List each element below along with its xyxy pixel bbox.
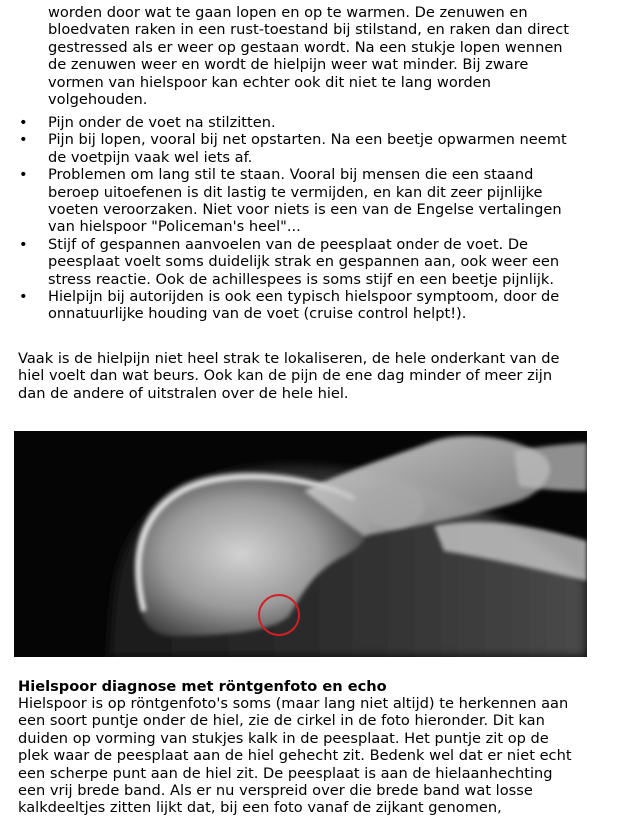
text-line: een soort puntje onder de hiel, zie de cirkel in de foto hieronder. Dit kan xyxy=(18,712,545,730)
list-item xyxy=(0,236,624,288)
list-item xyxy=(0,131,624,166)
bullet-icon: • xyxy=(19,114,28,131)
text-line: een scherpe punt aan de hiel zit. De peesplaat is aan de hielaanhechting xyxy=(18,764,553,782)
text-line: beroep uitoefenen is dit lastig te vermijden, en kan dit zeer pijnlijke xyxy=(48,183,543,201)
text-line: de voetpijn vaak wel iets af. xyxy=(48,148,253,166)
text-line: dan de andere of uitstralen over de hele hiel. xyxy=(18,384,349,402)
bullet-icon: • xyxy=(19,287,28,305)
text-line: Hielspoor is op röntgenfoto's soms (maar lang niet altijd) te herkennen aan xyxy=(18,695,569,712)
heel-xray-image xyxy=(14,431,587,657)
paragraph xyxy=(18,350,624,402)
text-line: de zenuwen weer en wordt de hielpijn weer wat minder. Bij zware xyxy=(48,56,529,74)
text-line: peesplaat voelt soms duidelijk strak en gespannen aan, ook weer een xyxy=(48,253,560,271)
text-line: onnatuurlijke houding van de voet (cruise control helpt!). xyxy=(48,305,467,323)
text-line: Stijf of gespannen aanvoelen van de peesplaat onder de voet. De xyxy=(48,235,529,253)
lead-paragraph xyxy=(48,4,608,108)
text-line: duiden op vorming van stukjes kalk in de peesplaat. Het puntje zit op de xyxy=(18,729,549,747)
text-line: Problemen om lang stil te staan. Vooral bij mensen die een staand xyxy=(48,166,534,184)
bullet-icon: • xyxy=(19,131,28,149)
paragraph xyxy=(18,695,624,817)
text-line: hiel voelt dan wat beurs. Ook kan de pijn de ene dag minder of meer zijn xyxy=(18,367,553,385)
text-line: Pijn bij lopen, vooral bij net opstarten. Na een beetje opwarmen neemt xyxy=(48,131,567,149)
text-line: Pijn onder de voet na stilzitten. xyxy=(48,114,276,131)
bullet-icon: • xyxy=(19,166,28,184)
text-line: een vrij brede band. Als er nu verspreid over die brede band wat losse xyxy=(18,781,533,799)
symptom-list xyxy=(0,114,624,323)
list-item xyxy=(0,288,624,323)
text-line: worden door wat te gaan lopen en op te warmen. De zenuwen en xyxy=(48,4,528,21)
text-line: kalkdeeltjes zitten lijkt dat, bij een foto vanaf de zijkant genomen, xyxy=(18,799,502,817)
list-item xyxy=(0,114,624,131)
bullet-icon: • xyxy=(19,235,28,253)
list-item xyxy=(0,166,624,236)
text-line: vormen van hielspoor kan echter ook dit niet te lang worden xyxy=(48,73,492,91)
text-line: Vaak is de hielpijn niet heel strak te lokaliseren, de hele onderkant van de xyxy=(18,350,560,367)
section-heading: Hielspoor diagnose met röntgenfoto en echo xyxy=(18,678,387,695)
text-line: bloedvaten raken in een rust-toestand bij stilstand, en raken dan direct xyxy=(48,21,570,39)
text-line: stress reactie. Ook de achillespees is soms stijf en een beetje pijnlijk. xyxy=(48,270,554,288)
text-line: gestressed als er weer op gestaan wordt. Na een stukje lopen wennen xyxy=(48,38,563,56)
text-line: voeten veroorzaken. Niet voor niets is een van de Engelse vertalingen xyxy=(48,200,562,218)
text-line: volgehouden. xyxy=(48,90,148,108)
text-line: van hielspoor "Policeman's heel"... xyxy=(48,218,301,236)
text-line: plek waar de peesplaat aan de hiel gehecht zit. Bedenk wel dat er niet echt xyxy=(18,747,572,765)
text-line: Hielpijn bij autorijden is ook een typisch hielspoor symptoom, door de xyxy=(48,287,560,305)
